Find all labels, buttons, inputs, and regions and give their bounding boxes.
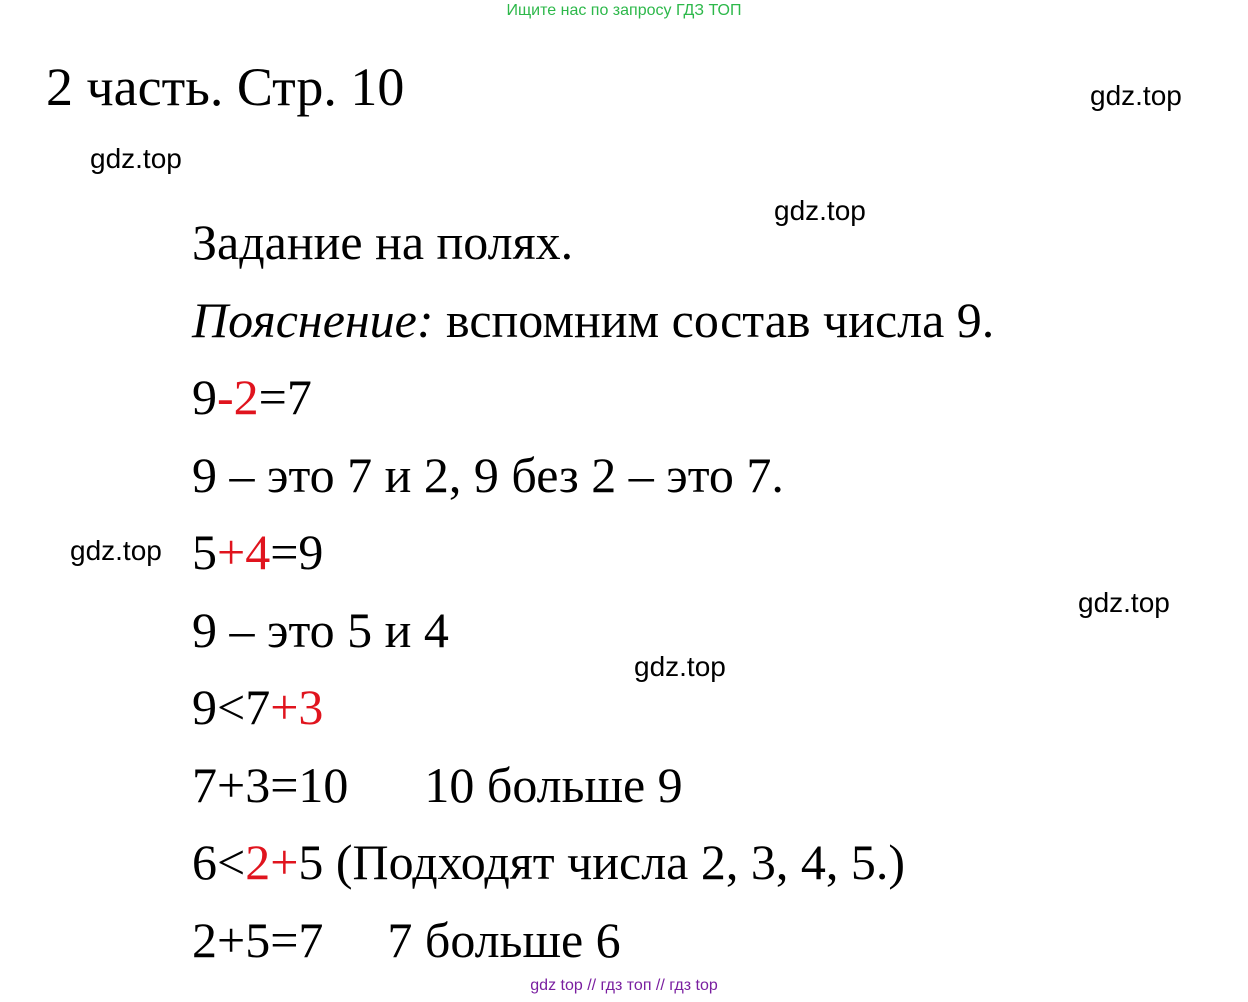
highlight-number: 2 <box>233 369 259 425</box>
watermark: gdz.top <box>634 651 726 682</box>
watermark: gdz.top <box>70 535 162 566</box>
operand: 5 <box>192 524 217 580</box>
check-conclusion: 10 больше 9 <box>424 756 683 813</box>
check-conclusion: 7 больше 6 <box>387 911 621 968</box>
watermark: gdz.top <box>1078 587 1170 618</box>
highlight-number: 3 <box>298 679 324 735</box>
highlight-operator: + <box>270 679 299 735</box>
result: =9 <box>270 524 324 580</box>
inequality-right: 5 (Подходят числа 2, 3, 4, 5.) <box>298 834 905 890</box>
explanation-line-4: 9 – это 5 и 4 <box>192 601 449 658</box>
footer-links[interactable]: gdz top // гдз топ // гдз top <box>530 977 718 994</box>
check-equation: 7+3=10 <box>192 756 349 813</box>
explanation-line-2: 9 – это 7 и 2, 9 без 2 – это 7. <box>192 446 784 503</box>
result: =7 <box>258 369 312 425</box>
check-line-8 <box>192 908 994 986</box>
highlight-number: 2+ <box>245 834 299 890</box>
operand: 9 <box>192 369 217 425</box>
check-equation: 2+5=7 <box>192 911 324 968</box>
task-heading: Задание на полях. <box>192 214 574 270</box>
inequality-line-5 <box>192 675 994 753</box>
top-banner[interactable]: Ищите нас по запросу ГДЗ ТОП <box>506 2 742 19</box>
highlight-operator: - <box>217 369 234 425</box>
highlight-number: 4 <box>245 524 271 580</box>
equation-line-3 <box>192 520 994 598</box>
inequality-line-7 <box>192 830 994 908</box>
equation-line-1 <box>192 365 994 443</box>
page-title: 2 часть. Стр. 10 <box>46 57 405 117</box>
highlight-operator: + <box>217 524 246 580</box>
watermark: gdz.top <box>1090 80 1182 111</box>
check-line-6 <box>192 753 994 831</box>
explanation-line <box>192 288 994 366</box>
solution-content <box>192 210 994 985</box>
watermark: gdz.top <box>774 195 866 226</box>
watermark: gdz.top <box>90 143 182 174</box>
explanation-text: вспомним состав числа 9. <box>433 291 995 348</box>
explanation-label: Пояснение: <box>192 291 434 348</box>
inequality-left: 9<7 <box>192 679 271 735</box>
inequality-left: 6< <box>192 834 246 890</box>
